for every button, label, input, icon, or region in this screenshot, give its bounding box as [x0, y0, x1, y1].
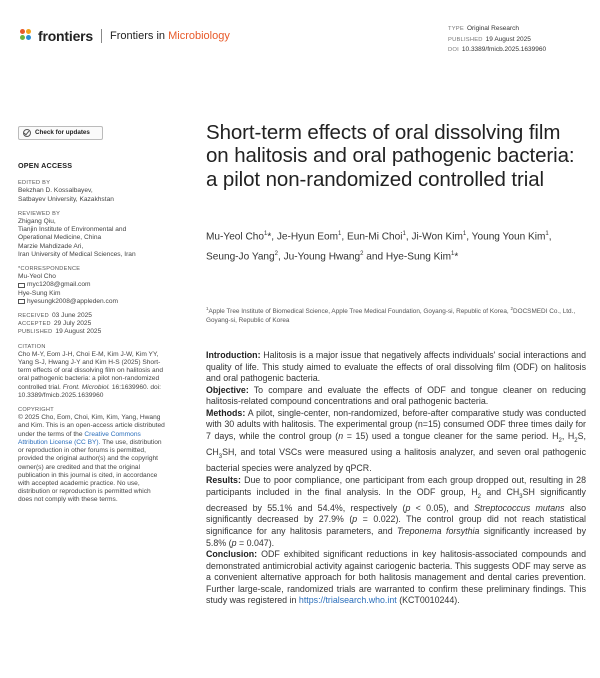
published-date: 19 August 2025 — [485, 35, 531, 43]
copyright — [18, 414, 166, 504]
corresponding-author: Hye-Sung Kim — [18, 289, 61, 297]
abstract-methods — [206, 408, 586, 475]
correspondence — [18, 273, 166, 306]
brand-name: frontiers — [38, 28, 93, 44]
accepted-date: 29 July 2025 — [53, 320, 92, 328]
reviewer-name: Zhigang Qiu, — [18, 218, 56, 226]
logo-divider — [101, 29, 102, 43]
citation-journal: Front. Microbiol. — [62, 383, 111, 391]
citation — [18, 351, 166, 400]
check-updates-icon — [23, 129, 31, 137]
received-date: 03 June 2025 — [52, 312, 92, 320]
section-label: Results: — [206, 475, 241, 485]
journal-prefix: Frontiers in — [110, 30, 166, 42]
abstract-results — [206, 475, 586, 549]
section-text: To compare and evaluate the effects of ODF and tongue cleaner on reducing halitosis-related compound concentrations and oral pathogenic bacteria. — [206, 384, 586, 407]
abstract-introduction — [206, 350, 586, 385]
article-title: Short-term effects of oral dissolving film on halitosis and oral pathogenic bacteria: a pilot non-randomized controlled trial — [206, 121, 575, 191]
corresponding-author: Mu-Yeol Cho — [18, 273, 56, 281]
editor-affiliation: Satbayev University, Kazakhstan — [18, 195, 114, 203]
author-list[interactable]: Mu-Yeol Cho$^1$*, Je-Hyun Eom$^1$, Eun-Mi Choi$^1$, Ji-Won Kim$^1$, Young Youn Kim$^1$, Seung-Jo Yang$^2$, Ju-Young Hwang$^2$ and Hye-Sung Kim$^1$* — [206, 231, 552, 263]
article-meta — [448, 24, 546, 56]
citation-doi[interactable]: doi: 10.3389/fmicb.2025.1639960 — [18, 383, 162, 399]
frontiers-logo[interactable] — [20, 28, 230, 44]
section-label: Objective: — [206, 384, 249, 395]
type-label: TYPE — [448, 26, 464, 32]
editor-name: Bekzhan D. Kossalbayev, — [18, 187, 93, 195]
email-link[interactable]: myc1208@gmail.com — [27, 281, 91, 289]
section-label: Methods: — [206, 407, 246, 418]
journal-name[interactable] — [110, 30, 230, 42]
abstract — [206, 350, 586, 607]
affiliations: $^1$Apple Tree Institute of Biomedical Science, Apple Tree Medical Foundation, Goyang-si, Republic of Korea, $^2$DOCSMEDI Co., Ltd., Goyang-si, Republic of Korea — [206, 306, 576, 324]
edited-by — [18, 187, 166, 203]
check-updates-button[interactable] — [18, 126, 103, 140]
email-row[interactable] — [18, 298, 166, 306]
published-label: PUBLISHED — [18, 329, 53, 336]
reviewer-name: Marzie Mahdizade Ari, — [18, 242, 84, 250]
section-text: A pilot, single-center, non-randomized, before-after comparative study was conducted with 30 adults with halitosis. The experimental group (n=15) consumed ODF three times daily for 7 days, while the control group (n = 15) used a tongue cleaner for the same period. $H_2$, $H_2S$, $CH_3SH$, and total VSCs were measured using a halitosis analyzer, and seven oral pathogenic bacterial species were analyzed by qPCR. — [206, 407, 586, 474]
section-text[interactable]: ODF exhibited significant reductions in key halitosis-associated compounds and demonstrated antimicrobial activity against cariogenic bacteria. This suggests ODF may serve as a convenient alternative approach for both halitosis management and dental caries prevention. Further large-scale, randomized trials are warranted to confirm these preliminary findings. This study was registered in https://trialsearch.who.int (KCT0010244). — [206, 549, 586, 606]
copyright-label: COPYRIGHT — [18, 407, 54, 414]
email-link[interactable]: hyesungk2008@appleden.com — [27, 297, 119, 305]
journal-subject: Microbiology — [168, 30, 230, 42]
doi-link[interactable]: 10.3389/fmicb.2025.1639960 — [461, 46, 547, 53]
sidebar — [18, 126, 166, 508]
check-updates-label: Check for updates — [35, 128, 90, 136]
published-label: PUBLISHED — [448, 36, 483, 43]
edited-by-label: EDITED BY — [18, 180, 51, 187]
article-dates — [18, 312, 166, 337]
section-label: Conclusion: — [206, 549, 258, 560]
correspondence-label: *CORRESPONDENCE — [18, 266, 81, 273]
received-label: RECEIVED — [18, 313, 49, 320]
article-type: Original Research — [466, 25, 519, 32]
email-icon — [18, 299, 25, 304]
published-date: 19 August 2025 — [55, 328, 102, 336]
abstract-conclusion — [206, 549, 586, 607]
abstract-objective — [206, 385, 586, 408]
reviewer-affiliation: Operational Medicine, China — [18, 234, 102, 242]
section-text: Due to poor compliance, one participant from each group dropped out, resulting in 28 participants included in the final analysis. In the ODF group, $H_2$ and $CH_3SH$ significantly decreased by 55.1% and 54.4%, respectively (p < 0.05), and Streptococcus mutans also significantly decreased by 27.9% (p = 0.022). The control group did not reach statistical significance for any halitosis parameters, and Treponema forsythia significantly increased by 5.8% (p = 0.047). — [206, 475, 587, 548]
section-label: Introduction: — [206, 350, 261, 360]
citation-volume: 16:1639960. — [111, 383, 149, 391]
reviewer-affiliation: Iran University of Medical Sciences, Iran — [18, 250, 136, 258]
email-row[interactable] — [18, 281, 166, 289]
copyright-text: © 2025 Cho, Eom, Choi, Kim, Kim, Yang, Hwang and Kim. This is an open-access article distributed under the terms of the — [18, 414, 165, 438]
license-link[interactable]: Creative Commons Attribution License (CC BY). — [18, 430, 141, 446]
citation-text: Cho M-Y, Eom J-H, Choi E-M, Kim J-W, Kim YY, Yang S-J, Hwang J-Y and Kim H-S (2025) Short-term effects of oral dissolving film on halitosis and oral pathogenic bacteria: a pilot non-randomized controlled trial. — [18, 350, 164, 391]
accepted-label: ACCEPTED — [18, 321, 51, 328]
reviewed-by-label: REVIEWED BY — [18, 210, 61, 217]
section-text: Halitosis is a major issue that negatively affects individuals' social interactions and quality of life. This study aimed to evaluate the effects of oral dissolving film (ODF) on halitosis and oral pathogenic bacteria. — [206, 350, 586, 384]
open-access-label: OPEN ACCESS — [18, 161, 73, 170]
frontiers-logo-icon — [20, 29, 34, 43]
email-icon — [18, 283, 25, 288]
citation-label: CITATION — [18, 343, 46, 350]
reviewer-affiliation: Tianjin Institute of Environmental and — [18, 226, 127, 234]
doi-label: DOI — [448, 47, 459, 53]
reviewed-by — [18, 218, 166, 259]
copyright-text: The use, distribution or reproduction in other forums is permitted, provided the original author(s) and the copyright owner(s) are credited and that the original publication in this journal is cited, in accordance with accepted academic practice. No use, distribution or reproduction is permitted which does not comply with these terms. — [18, 438, 162, 504]
